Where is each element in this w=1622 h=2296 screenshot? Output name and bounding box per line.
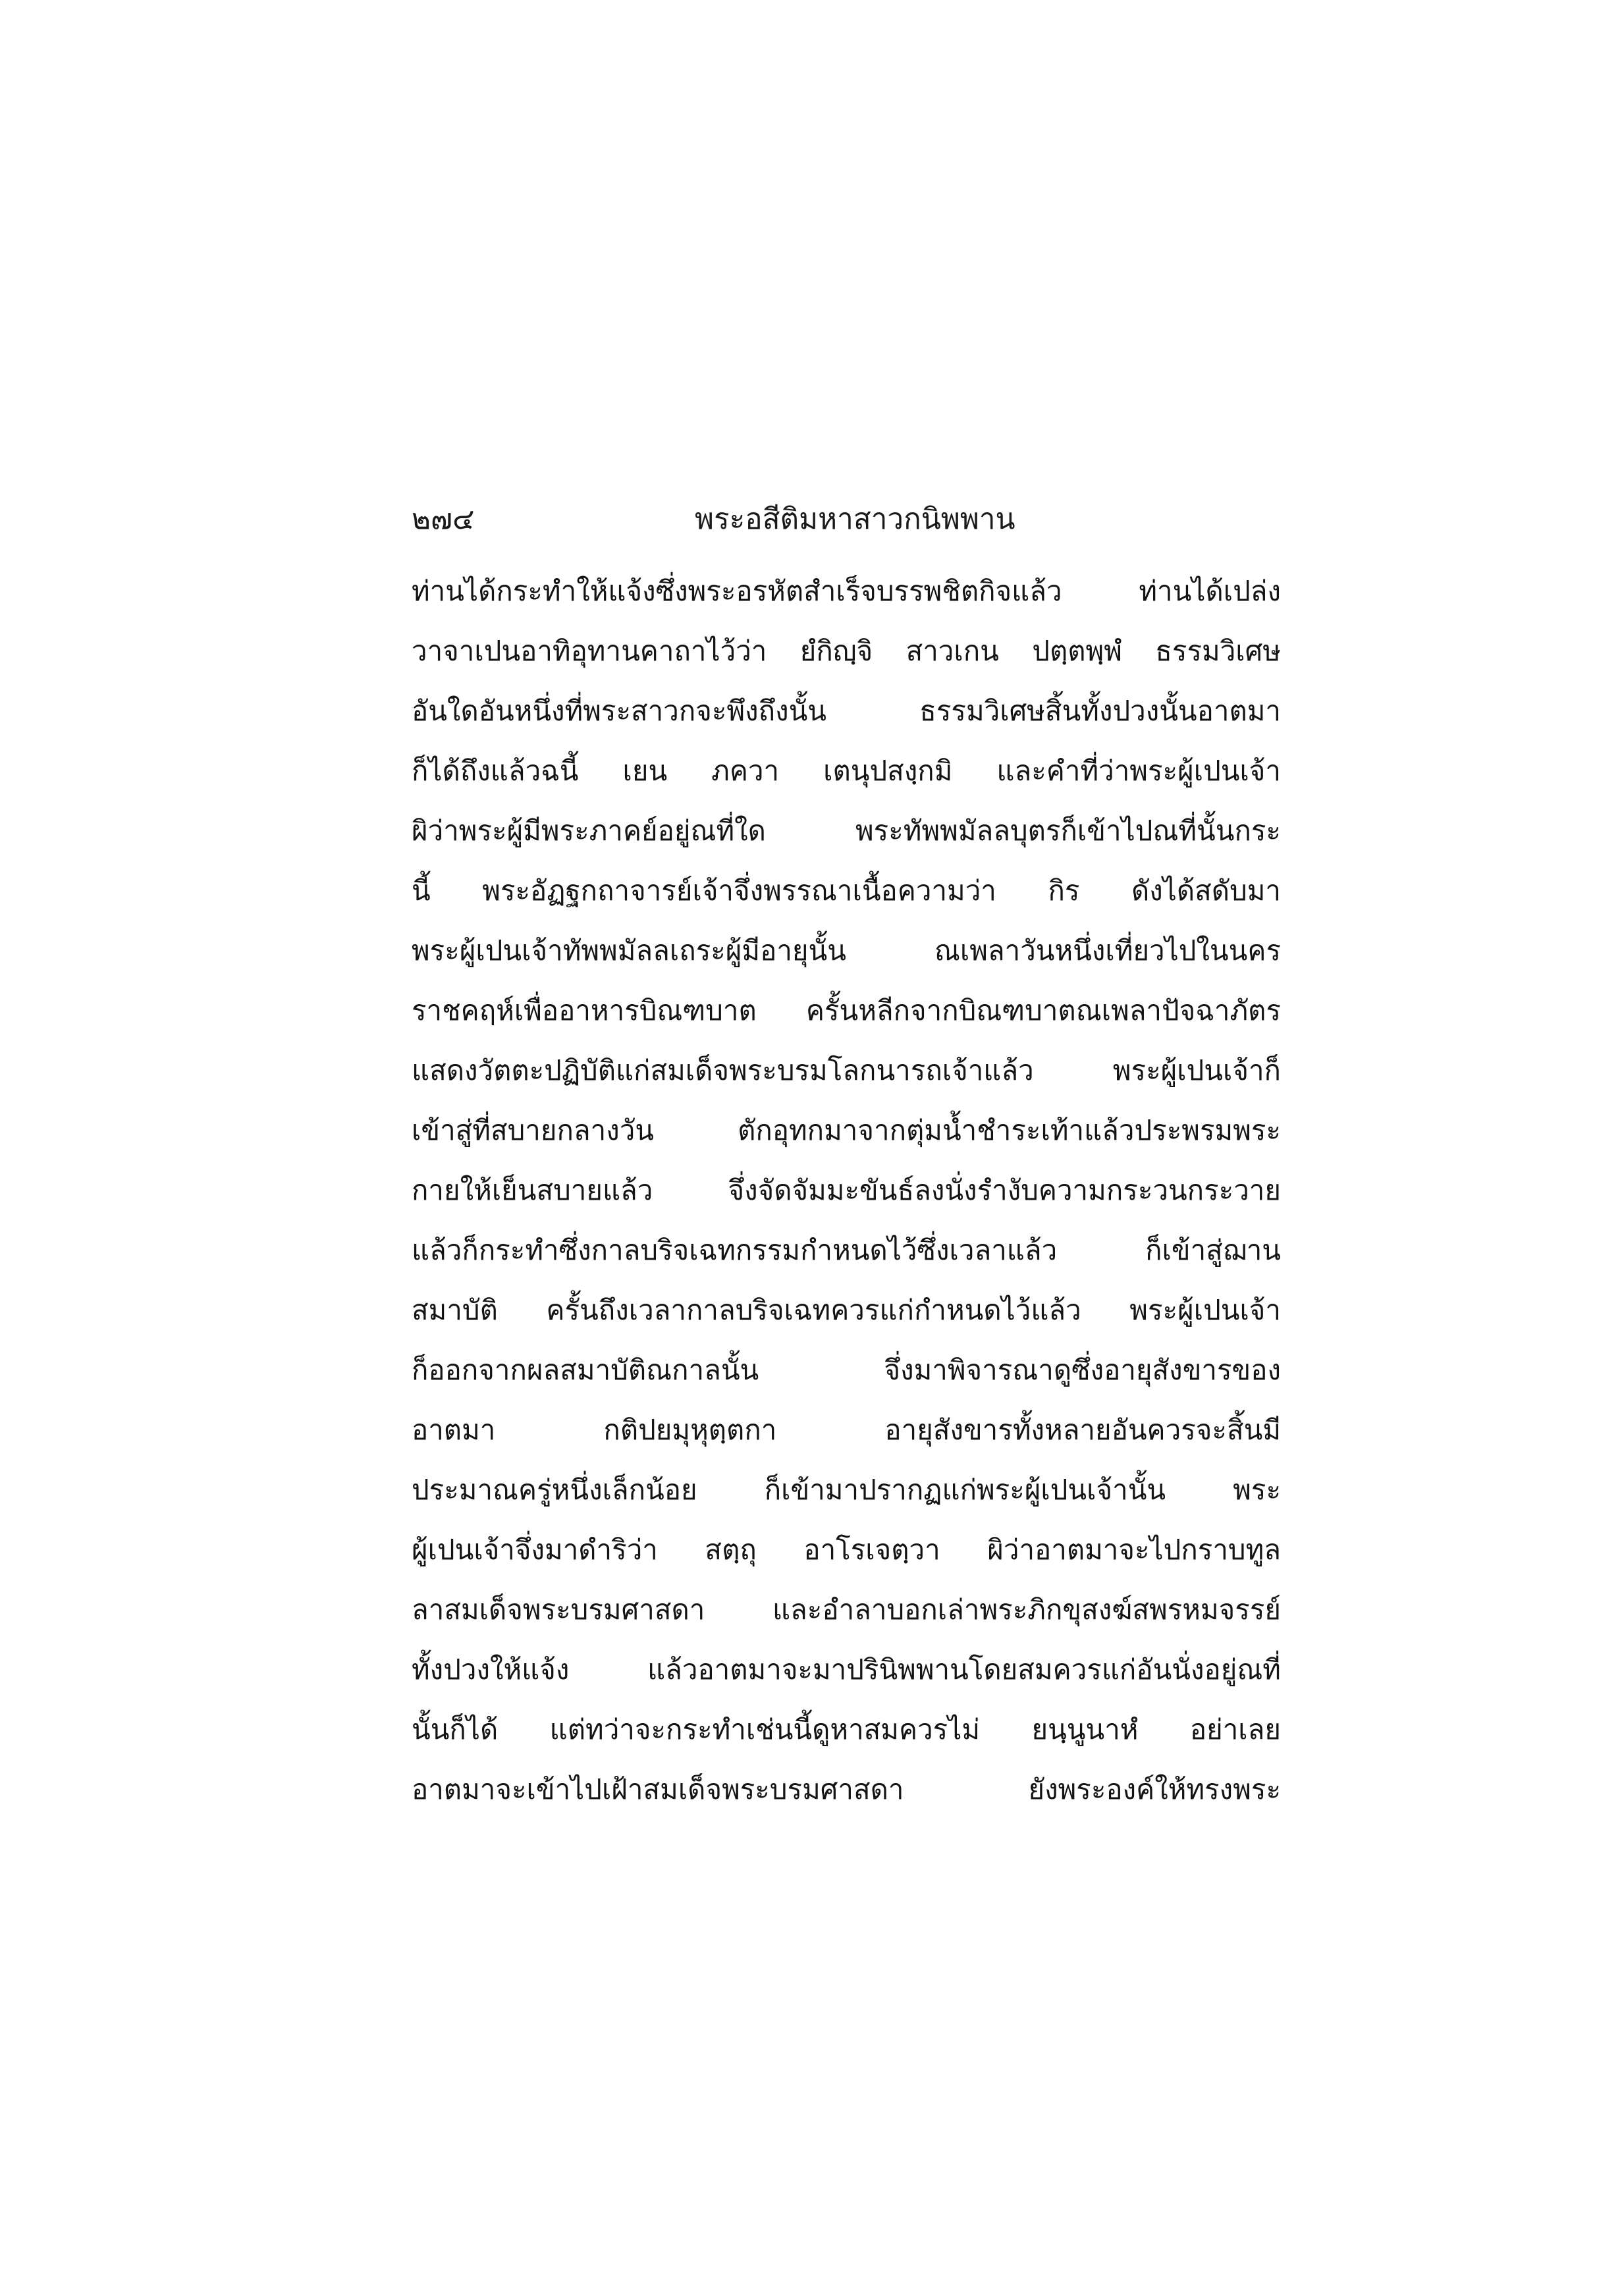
text-line: ท่านได้กระทำให้แจ้งซึ่งพระอรหัตสำเร็จบรรพชิตกิจแล้ว ท่านได้เปล่ง [412, 575, 1281, 607]
text-line: แล้วก็กระทำซึ่งกาลบริจเฉทกรรมกำหนดไว้ซึ่งเวลาแล้ว ก็เข้าสู่ฌาน [412, 1234, 1281, 1266]
text-line: ผู้เปนเจ้าจึ่งมาดำริว่า สตฺถุ อาโรเจตฺวา ผิว่าอาตมาจะไปกราบทูล [412, 1534, 1281, 1566]
text-line: ทั้งปวงให้แจ้ง แล้วอาตมาจะมาปรินิพพานโดยสมควรแก่อันนั่งอยู่ณที่ [412, 1653, 1281, 1686]
text-line: วาจาเปนอาทิอุทานคาถาไว้ว่า ยํกิญฺจิ สาวเกน ปตฺตพฺพํ ธรรมวิเศษ [412, 635, 1281, 667]
text-line: นี้ พระอัฏฐกถาจารย์เจ้าจึ่งพรรณาเนื้อความว่า กิร ดังได้สดับมา [412, 874, 1281, 907]
text-line: กายให้เย็นสบายแล้ว จึ่งจัดจัมมะขันธ์ลงนั่งรำงับความกระวนกระวาย [412, 1174, 1281, 1206]
text-line: ประมาณครู่หนึ่งเล็กน้อย ก็เข้ามาปรากฏแก่พระผู้เปนเจ้านั้น พระ [412, 1474, 1281, 1506]
text-line: นั้นก็ได้ แต่ทว่าจะกระทำเช่นนี้ดูหาสมควรไม่ ยนฺนูนาหํ อย่าเลย [412, 1713, 1281, 1746]
page-number: ๒๗๔ [412, 502, 475, 536]
running-title: พระอสีติมหาสาวกนิพพาน [695, 502, 1015, 536]
text-line: อาตมาจะเข้าไปเฝ้าสมเด็จพระบรมศาสดา ยังพระองค์ให้ทรงพระ [412, 1773, 1281, 1805]
text-line: เข้าสู่ที่สบายกลางวัน ตักอุทกมาจากตุ่มน้ำชำระเท้าแล้วประพรมพระ [412, 1114, 1281, 1146]
text-line: พระผู้เปนเจ้าทัพพมัลลเถระผู้มีอายุนั้น ณเพลาวันหนึ่งเที่ยวไปในนคร [412, 934, 1281, 967]
text-line: สมาบัติ ครั้นถึงเวลากาลบริจเฉทควรแก่กำหนดไว้แล้ว พระผู้เปนเจ้า [412, 1294, 1281, 1326]
body-text [412, 561, 1281, 1819]
text-line: แสดงวัตตะปฏิบัติแก่สมเด็จพระบรมโลกนารถเจ้าแล้ว พระผู้เปนเจ้าก็ [412, 1054, 1281, 1086]
text-line: อาตมา กติปยมุหุตฺตกา อายุสังขารทั้งหลายอันควรจะสิ้นมี [412, 1414, 1281, 1446]
text-line: ก็ได้ถึงแล้วฉนี้ เยน ภควา เตนุปสงฺกมิ และคำที่ว่าพระผู้เปนเจ้า [412, 755, 1281, 787]
text-line: ก็ออกจากผลสมาบัติณกาลนั้น จึ่งมาพิจารณาดูซึ่งอายุสังขารของ [412, 1354, 1281, 1386]
text-line: ลาสมเด็จพระบรมศาสดา และอำลาบอกเล่าพระภิกขุสงฆ์สพรหมจรรย์ [412, 1593, 1281, 1626]
text-line: อันใดอันหนึ่งที่พระสาวกจะพึงถึงนั้น ธรรมวิเศษสิ้นทั้งปวงนั้นอาตมา [412, 695, 1281, 727]
page-header [412, 491, 1281, 543]
text-line: ราชคฤห์เพื่ออาหารบิณฑบาต ครั้นหลีกจากบิณฑบาตณเพลาปัจฉาภัตร [412, 994, 1281, 1027]
text-line: ผิว่าพระผู้มีพระภาคย์อยู่ณที่ใด พระทัพพมัลลบุตรก็เข้าไปณที่นั้นกระ [412, 814, 1281, 847]
